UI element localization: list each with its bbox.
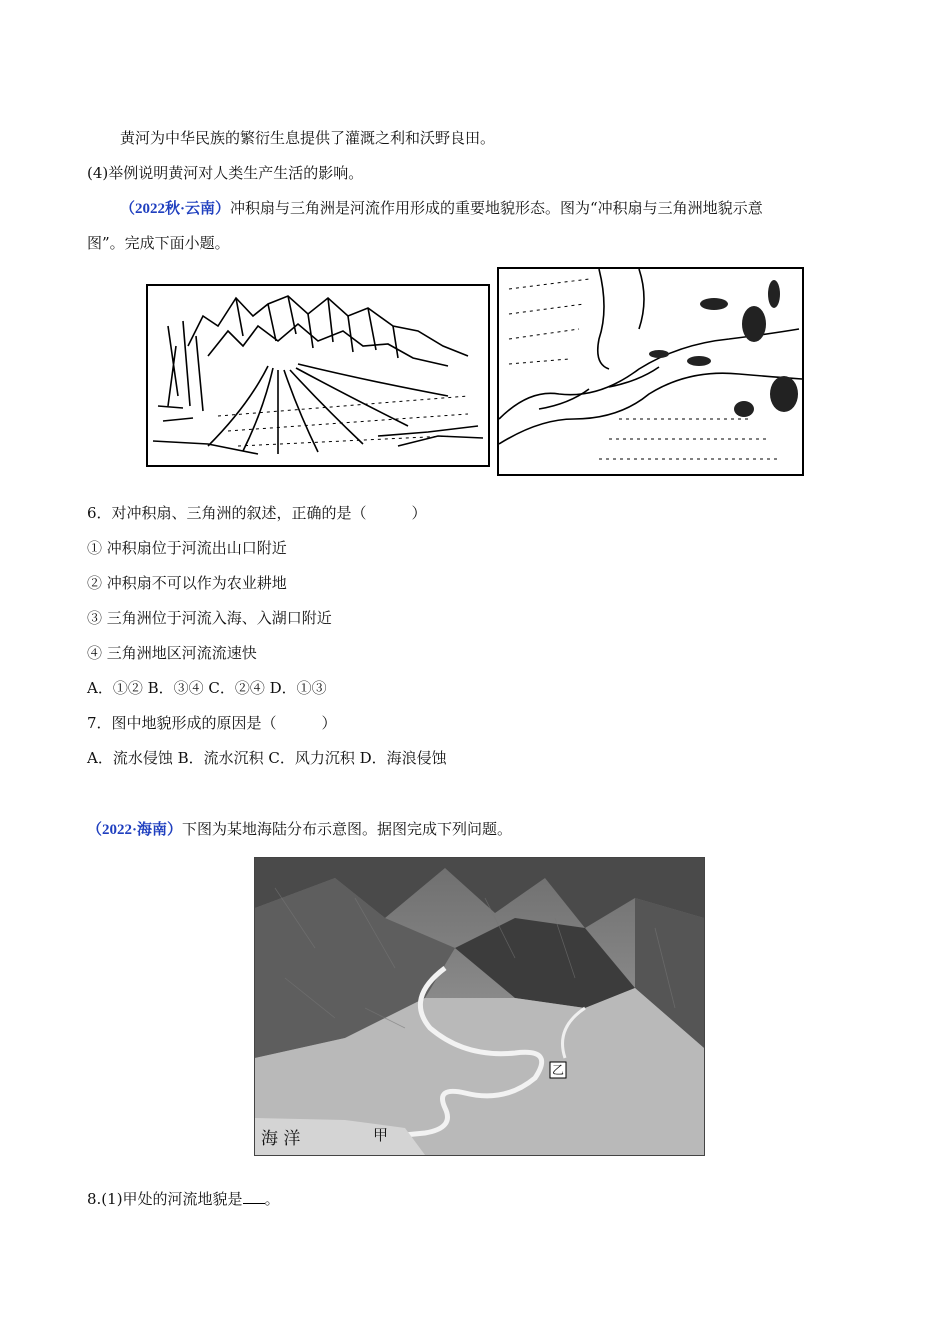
delta-figure: [497, 267, 804, 476]
section-1-intro: [120, 198, 763, 219]
question-8: [87, 1189, 280, 1209]
answer-blank[interactable]: [243, 1189, 265, 1204]
question-6-item-2: ② 冲积扇不可以作为农业耕地: [87, 574, 287, 592]
section-2-text: 下图为某地海陆分布示意图。据图完成下列问题。: [182, 820, 513, 838]
section-1-text: 冲积扇与三角洲是河流作用形成的重要地貌形态。图为“冲积扇与三角洲地貌示意: [230, 199, 763, 217]
question-7-stem: 7．图中地貌形成的原因是（ ）: [87, 714, 337, 732]
question-8-prefix: 8.(1)甲处的河流地貌是: [87, 1190, 243, 1208]
question-6-options: A．①② B．③④ C．②④ D．①③: [87, 679, 327, 697]
source-tag: （2022·海南）: [87, 822, 183, 838]
sea-label: 海 洋: [261, 1129, 301, 1149]
alluvial-fan-figure: [146, 284, 490, 467]
question-6-stem: 6．对冲积扇、三角洲的叙述，正确的是（ ）: [87, 504, 427, 522]
question-8-suffix: 。: [264, 1190, 280, 1208]
section-1-intro-cont: 图”。完成下面小题。: [87, 234, 230, 252]
question-6-item-3: ③ 三角洲位于河流入海、入湖口附近: [87, 609, 332, 627]
sea-land-map-figure: [254, 857, 705, 1156]
section-2-intro: [87, 819, 512, 840]
jia-label: 甲: [373, 1126, 389, 1144]
question-4: (4)举例说明黄河对人类生产生活的影响。: [87, 164, 364, 182]
source-tag: （2022秋·云南）: [120, 201, 231, 217]
question-6-item-1: ① 冲积扇位于河流出山口附近: [87, 539, 287, 557]
intro-line: 黄河为中华民族的繁衍生息提供了灌溉之利和沃野良田。: [120, 129, 496, 147]
yi-label: 乙: [552, 1063, 565, 1077]
question-7-options: A．流水侵蚀 B．流水沉积 C．风力沉积 D．海浪侵蚀: [87, 749, 447, 767]
question-6-item-4: ④ 三角洲地区河流流速快: [87, 644, 257, 662]
